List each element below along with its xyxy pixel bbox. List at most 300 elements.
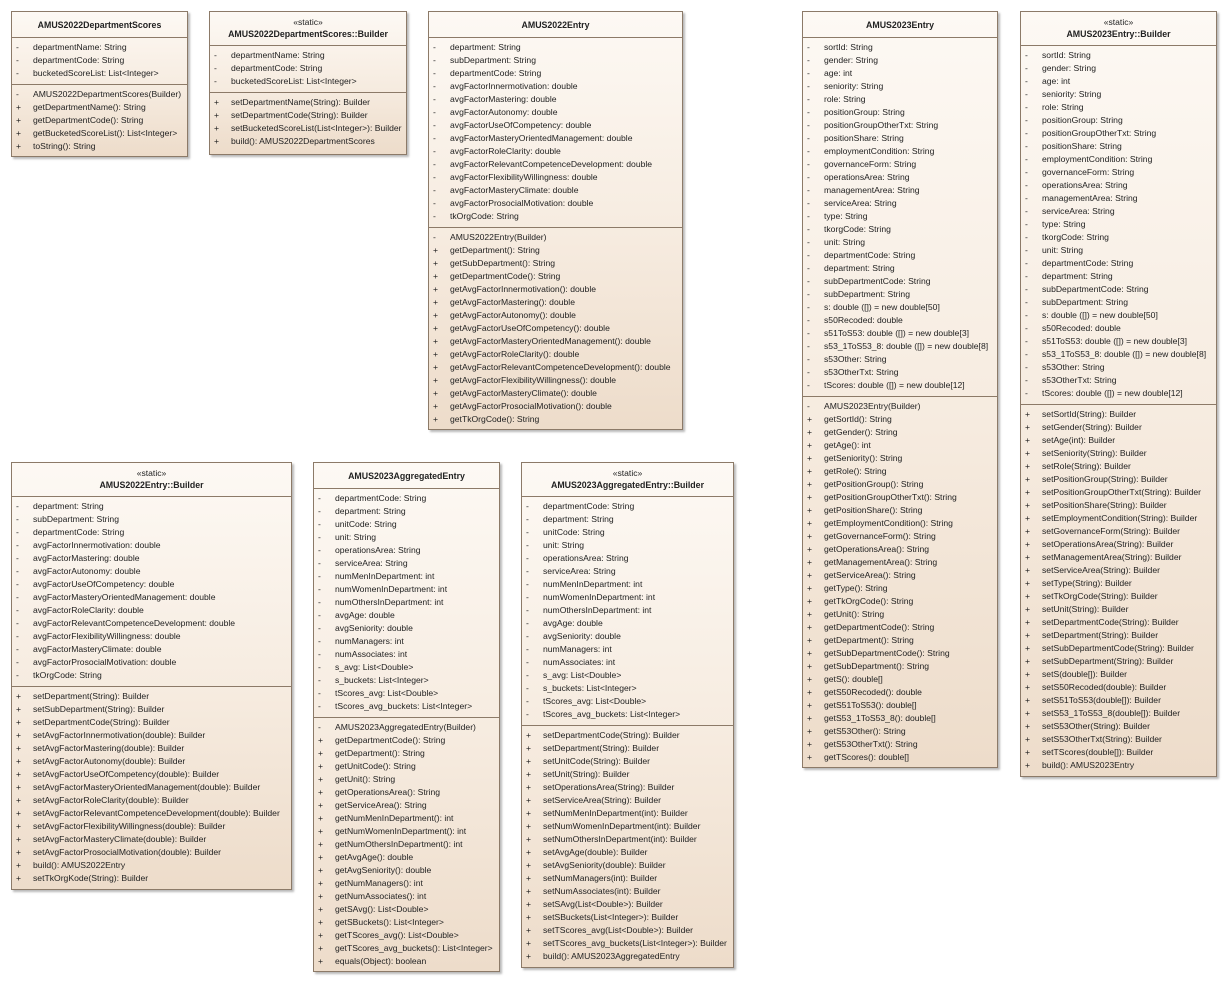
operation-row[interactable] — [522, 885, 733, 898]
attribute-text: role: String — [824, 94, 866, 104]
operation-row[interactable] — [522, 755, 733, 768]
operation-row[interactable] — [803, 543, 997, 556]
operation-row[interactable] — [1021, 655, 1216, 668]
operation-row[interactable] — [1021, 447, 1216, 460]
operation-row[interactable] — [210, 96, 406, 109]
visibility-marker: + — [16, 808, 22, 818]
operation-row[interactable] — [429, 348, 682, 361]
class-amus2023-aggregated-entry[interactable] — [313, 462, 500, 972]
attribute-row[interactable] — [1021, 335, 1216, 348]
visibility-marker: + — [318, 904, 324, 914]
attribute-row[interactable] — [12, 526, 291, 539]
operation-row[interactable] — [803, 582, 997, 595]
attribute-text: departmentCode: String — [335, 493, 427, 503]
attribute-row[interactable] — [210, 49, 406, 62]
operation-row[interactable] — [803, 608, 997, 621]
operation-row[interactable] — [429, 296, 682, 309]
attribute-row[interactable] — [429, 93, 682, 106]
attribute-row[interactable] — [522, 500, 733, 513]
attribute-text: avgFactorRelevantCompetenceDevelopment: double — [33, 618, 236, 628]
operation-row[interactable] — [1021, 629, 1216, 642]
attribute-row[interactable] — [1021, 283, 1216, 296]
attribute-row[interactable] — [1021, 62, 1216, 75]
attribute-row[interactable] — [429, 54, 682, 67]
operation-row[interactable] — [1021, 746, 1216, 759]
attribute-row[interactable] — [314, 596, 499, 609]
attribute-row[interactable] — [12, 539, 291, 552]
attribute-row[interactable] — [12, 643, 291, 656]
class-amus2022-entry-builder[interactable] — [11, 462, 292, 890]
class-amus2022-department-scores[interactable] — [11, 11, 188, 157]
attribute-row[interactable] — [314, 674, 499, 687]
operation-row[interactable] — [314, 851, 499, 864]
visibility-marker: - — [16, 631, 19, 641]
attribute-row[interactable] — [522, 604, 733, 617]
operation-row[interactable] — [1021, 486, 1216, 499]
attribute-row[interactable] — [314, 557, 499, 570]
operation-row[interactable] — [803, 556, 997, 569]
operation-row[interactable] — [314, 812, 499, 825]
operation-row[interactable] — [210, 135, 406, 148]
attribute-row[interactable] — [429, 184, 682, 197]
attribute-row[interactable] — [1021, 322, 1216, 335]
operation-row[interactable] — [314, 890, 499, 903]
visibility-marker: + — [433, 362, 439, 372]
operation-row[interactable] — [522, 898, 733, 911]
operation-row[interactable] — [1021, 499, 1216, 512]
operation-row[interactable] — [314, 903, 499, 916]
operation-row[interactable] — [1021, 525, 1216, 538]
operation-row[interactable] — [803, 751, 997, 764]
attribute-row[interactable] — [1021, 140, 1216, 153]
operation-row[interactable] — [12, 114, 187, 127]
operation-row[interactable] — [803, 660, 997, 673]
operation-row[interactable] — [314, 838, 499, 851]
attribute-row[interactable] — [429, 145, 682, 158]
attribute-row[interactable] — [803, 340, 997, 353]
operation-row[interactable] — [1021, 590, 1216, 603]
attribute-row[interactable] — [803, 223, 997, 236]
operation-row[interactable] — [429, 335, 682, 348]
operation-row[interactable] — [1021, 434, 1216, 447]
attribute-text: s53Other: String — [1042, 362, 1105, 372]
operation-row[interactable] — [429, 309, 682, 322]
operation-row[interactable] — [12, 859, 291, 872]
attribute-row[interactable] — [12, 630, 291, 643]
visibility-marker: + — [214, 97, 220, 107]
operation-row[interactable] — [522, 807, 733, 820]
attribute-row[interactable] — [1021, 218, 1216, 231]
operation-row[interactable] — [522, 742, 733, 755]
operation-row[interactable] — [429, 400, 682, 413]
attribute-row[interactable] — [314, 661, 499, 674]
operation-row[interactable] — [803, 491, 997, 504]
operation-row[interactable] — [522, 794, 733, 807]
operation-row[interactable] — [522, 833, 733, 846]
operation-row[interactable] — [429, 361, 682, 374]
operation-row[interactable] — [429, 270, 682, 283]
operation-row[interactable] — [803, 673, 997, 686]
attribute-row[interactable] — [803, 327, 997, 340]
attribute-row[interactable] — [803, 314, 997, 327]
attribute-row[interactable] — [522, 513, 733, 526]
attribute-row[interactable] — [522, 591, 733, 604]
attribute-row[interactable] — [314, 505, 499, 518]
class-amus2022-department-scores-builder[interactable] — [209, 11, 407, 155]
attribute-row[interactable] — [429, 132, 682, 145]
attribute-row[interactable] — [12, 656, 291, 669]
attribute-row[interactable] — [314, 609, 499, 622]
attribute-row[interactable] — [429, 210, 682, 223]
operation-row[interactable] — [429, 244, 682, 257]
operation-row[interactable] — [522, 859, 733, 872]
operation-row[interactable] — [803, 400, 997, 413]
operation-row[interactable] — [314, 877, 499, 890]
operation-row[interactable] — [12, 768, 291, 781]
operation-row[interactable] — [522, 820, 733, 833]
operation-text: build(): AMUS2022Entry — [33, 860, 126, 870]
operation-row[interactable] — [522, 729, 733, 742]
operation-row[interactable] — [314, 942, 499, 955]
operation-row[interactable] — [314, 734, 499, 747]
operation-row[interactable] — [522, 924, 733, 937]
operation-row[interactable] — [12, 872, 291, 885]
operation-row[interactable] — [12, 88, 187, 101]
operation-row[interactable] — [522, 872, 733, 885]
operation-row[interactable] — [1021, 603, 1216, 616]
operation-row[interactable] — [803, 504, 997, 517]
operation-row[interactable] — [1021, 460, 1216, 473]
attribute-text: departmentName: String — [33, 42, 127, 52]
attribute-row[interactable] — [803, 80, 997, 93]
attribute-row[interactable] — [429, 41, 682, 54]
attribute-row[interactable] — [803, 171, 997, 184]
attribute-row[interactable] — [1021, 127, 1216, 140]
operation-row[interactable] — [1021, 694, 1216, 707]
operation-row[interactable] — [314, 825, 499, 838]
operation-row[interactable] — [1021, 642, 1216, 655]
operation-row[interactable] — [803, 413, 997, 426]
operation-row[interactable] — [803, 621, 997, 634]
attribute-row[interactable] — [1021, 179, 1216, 192]
visibility-marker: - — [433, 185, 436, 195]
operation-row[interactable] — [12, 755, 291, 768]
attribute-row[interactable] — [1021, 361, 1216, 374]
attribute-row[interactable] — [12, 604, 291, 617]
operation-row[interactable] — [1021, 720, 1216, 733]
operation-row[interactable] — [12, 807, 291, 820]
operation-row[interactable] — [522, 950, 733, 963]
operation-row[interactable] — [429, 374, 682, 387]
operation-row[interactable] — [1021, 577, 1216, 590]
operation-row[interactable] — [12, 101, 187, 114]
attribute-row[interactable] — [803, 67, 997, 80]
amus2023-entry-builder-stereotype: «static» — [1103, 17, 1134, 27]
attribute-row[interactable] — [522, 643, 733, 656]
attribute-row[interactable] — [522, 656, 733, 669]
operation-row[interactable] — [314, 864, 499, 877]
attribute-row[interactable] — [522, 708, 733, 721]
operation-row[interactable] — [12, 781, 291, 794]
operation-row[interactable] — [12, 690, 291, 703]
attribute-row[interactable] — [1021, 153, 1216, 166]
attribute-row[interactable] — [429, 197, 682, 210]
attribute-row[interactable] — [210, 75, 406, 88]
attribute-row[interactable] — [12, 41, 187, 54]
operation-row[interactable] — [12, 729, 291, 742]
operation-text: getAvgSeniority(): double — [335, 865, 432, 875]
attribute-row[interactable] — [429, 80, 682, 93]
operation-row[interactable] — [12, 127, 187, 140]
attribute-row[interactable] — [1021, 296, 1216, 309]
attribute-row[interactable] — [12, 513, 291, 526]
attribute-row[interactable] — [1021, 49, 1216, 62]
operation-row[interactable] — [12, 820, 291, 833]
attribute-row[interactable] — [803, 41, 997, 54]
operation-row[interactable] — [522, 846, 733, 859]
attribute-row[interactable] — [803, 197, 997, 210]
attribute-row[interactable] — [210, 62, 406, 75]
attribute-row[interactable] — [522, 539, 733, 552]
operation-row[interactable] — [1021, 421, 1216, 434]
class-amus2023-entry[interactable] — [802, 11, 998, 768]
operation-row[interactable] — [210, 109, 406, 122]
operation-row[interactable] — [803, 712, 997, 725]
operation-row[interactable] — [803, 699, 997, 712]
operation-row[interactable] — [429, 322, 682, 335]
operation-row[interactable] — [314, 786, 499, 799]
operation-row[interactable] — [803, 426, 997, 439]
attribute-row[interactable] — [803, 275, 997, 288]
attribute-row[interactable] — [522, 695, 733, 708]
attribute-row[interactable] — [12, 552, 291, 565]
attribute-row[interactable] — [1021, 75, 1216, 88]
operation-row[interactable] — [1021, 616, 1216, 629]
attribute-row[interactable] — [429, 158, 682, 171]
attribute-row[interactable] — [803, 249, 997, 262]
operation-row[interactable] — [803, 647, 997, 660]
operation-row[interactable] — [803, 478, 997, 491]
attribute-row[interactable] — [522, 526, 733, 539]
operation-row[interactable] — [429, 413, 682, 426]
attribute-row[interactable] — [1021, 192, 1216, 205]
attribute-row[interactable] — [803, 210, 997, 223]
attribute-row[interactable] — [1021, 257, 1216, 270]
operation-row[interactable] — [522, 768, 733, 781]
visibility-marker: + — [1025, 500, 1031, 510]
attribute-row[interactable] — [314, 544, 499, 557]
attribute-row[interactable] — [12, 500, 291, 513]
attribute-row[interactable] — [1021, 231, 1216, 244]
attribute-row[interactable] — [1021, 88, 1216, 101]
operation-row[interactable] — [429, 231, 682, 244]
operation-row[interactable] — [12, 846, 291, 859]
attribute-row[interactable] — [314, 622, 499, 635]
attribute-row[interactable] — [803, 54, 997, 67]
operation-row[interactable] — [1021, 707, 1216, 720]
operation-row[interactable] — [803, 725, 997, 738]
operation-row[interactable] — [803, 439, 997, 452]
attribute-row[interactable] — [1021, 244, 1216, 257]
attribute-row[interactable] — [522, 552, 733, 565]
class-amus2022-entry[interactable] — [428, 11, 683, 430]
attribute-row[interactable] — [314, 531, 499, 544]
visibility-marker: + — [16, 847, 22, 857]
operation-row[interactable] — [12, 833, 291, 846]
visibility-marker: - — [16, 89, 19, 99]
attribute-row[interactable] — [803, 288, 997, 301]
operation-row[interactable] — [1021, 681, 1216, 694]
attribute-row[interactable] — [522, 565, 733, 578]
attribute-row[interactable] — [314, 518, 499, 531]
class-amus2023-entry-builder[interactable] — [1020, 11, 1217, 777]
operation-row[interactable] — [1021, 668, 1216, 681]
operation-row[interactable] — [803, 595, 997, 608]
attribute-row[interactable] — [429, 119, 682, 132]
operation-row[interactable] — [1021, 733, 1216, 746]
operation-row[interactable] — [314, 955, 499, 968]
operation-row[interactable] — [803, 686, 997, 699]
attribute-row[interactable] — [12, 617, 291, 630]
operation-row[interactable] — [803, 530, 997, 543]
attribute-row[interactable] — [803, 184, 997, 197]
attribute-row[interactable] — [12, 669, 291, 682]
attribute-row[interactable] — [803, 379, 997, 392]
operation-row[interactable] — [314, 929, 499, 942]
attribute-row[interactable] — [12, 67, 187, 80]
operation-text: getDepartment(): String — [824, 635, 914, 645]
attribute-row[interactable] — [1021, 374, 1216, 387]
attribute-row[interactable] — [12, 591, 291, 604]
operation-row[interactable] — [429, 387, 682, 400]
attribute-text: avgFactorAutonomy: double — [33, 566, 141, 576]
operation-row[interactable] — [1021, 551, 1216, 564]
operation-row[interactable] — [1021, 512, 1216, 525]
attribute-row[interactable] — [1021, 114, 1216, 127]
class-amus2023-aggregated-entry-builder[interactable] — [521, 462, 734, 968]
visibility-marker: + — [1025, 747, 1031, 757]
attribute-row[interactable] — [1021, 387, 1216, 400]
visibility-marker: - — [526, 683, 529, 693]
attribute-row[interactable] — [803, 236, 997, 249]
operation-row[interactable] — [314, 773, 499, 786]
operation-row[interactable] — [1021, 408, 1216, 421]
operation-row[interactable] — [522, 911, 733, 924]
attribute-row[interactable] — [12, 565, 291, 578]
operation-row[interactable] — [522, 937, 733, 950]
attribute-row[interactable] — [429, 171, 682, 184]
operation-text: getDepartmentName(): String — [33, 102, 146, 112]
operation-text: getAvgFactorAutonomy(): double — [450, 310, 576, 320]
operation-row[interactable] — [1021, 473, 1216, 486]
attribute-text: seniority: String — [1042, 89, 1102, 99]
attribute-row[interactable] — [12, 578, 291, 591]
attribute-row[interactable] — [803, 93, 997, 106]
visibility-marker: + — [433, 336, 439, 346]
visibility-marker: - — [1025, 219, 1028, 229]
attribute-text: s: double ([]) = new double[50] — [824, 302, 940, 312]
attribute-row[interactable] — [314, 635, 499, 648]
attribute-row[interactable] — [12, 54, 187, 67]
operation-row[interactable] — [12, 742, 291, 755]
attribute-row[interactable] — [1021, 348, 1216, 361]
attribute-row[interactable] — [314, 648, 499, 661]
attribute-text: avgFactorMasteryOrientedManagement: double — [450, 133, 633, 143]
attribute-row[interactable] — [803, 145, 997, 158]
visibility-marker: - — [807, 146, 810, 156]
attribute-row[interactable] — [803, 132, 997, 145]
operation-row[interactable] — [803, 738, 997, 751]
visibility-marker: + — [526, 743, 532, 753]
attribute-row[interactable] — [522, 630, 733, 643]
attribute-row[interactable] — [803, 301, 997, 314]
operation-row[interactable] — [429, 283, 682, 296]
visibility-marker: - — [807, 172, 810, 182]
attribute-row[interactable] — [314, 492, 499, 505]
operation-row[interactable] — [314, 799, 499, 812]
operation-row[interactable] — [522, 781, 733, 794]
visibility-marker: + — [1025, 656, 1031, 666]
attribute-row[interactable] — [522, 617, 733, 630]
operation-row[interactable] — [12, 140, 187, 153]
operation-row[interactable] — [314, 760, 499, 773]
visibility-marker: - — [807, 341, 810, 351]
operation-row[interactable] — [803, 465, 997, 478]
operation-row[interactable] — [314, 916, 499, 929]
operation-row[interactable] — [429, 257, 682, 270]
attribute-row[interactable] — [429, 106, 682, 119]
operation-row[interactable] — [803, 634, 997, 647]
attribute-row[interactable] — [522, 682, 733, 695]
attribute-row[interactable] — [314, 687, 499, 700]
attribute-row[interactable] — [803, 366, 997, 379]
operation-row[interactable] — [12, 703, 291, 716]
attribute-row[interactable] — [1021, 166, 1216, 179]
operation-row[interactable] — [210, 122, 406, 135]
attribute-row[interactable] — [1021, 101, 1216, 114]
operation-row[interactable] — [803, 517, 997, 530]
visibility-marker: - — [1025, 349, 1028, 359]
attribute-row[interactable] — [522, 669, 733, 682]
operation-row[interactable] — [12, 716, 291, 729]
operation-row[interactable] — [1021, 564, 1216, 577]
operation-row[interactable] — [1021, 759, 1216, 772]
visibility-marker: + — [214, 136, 220, 146]
attribute-row[interactable] — [803, 119, 997, 132]
visibility-marker: + — [1025, 422, 1031, 432]
operation-row[interactable] — [314, 721, 499, 734]
attribute-row[interactable] — [803, 262, 997, 275]
operation-row[interactable] — [1021, 538, 1216, 551]
attribute-row[interactable] — [522, 578, 733, 591]
attribute-row[interactable] — [1021, 205, 1216, 218]
attribute-row[interactable] — [429, 67, 682, 80]
operation-row[interactable] — [803, 569, 997, 582]
attribute-row[interactable] — [314, 570, 499, 583]
attribute-row[interactable] — [803, 106, 997, 119]
operation-text: toString(): String — [33, 141, 96, 151]
operation-row[interactable] — [314, 747, 499, 760]
attribute-row[interactable] — [314, 583, 499, 596]
visibility-marker: - — [433, 68, 436, 78]
operation-row[interactable] — [12, 794, 291, 807]
attribute-row[interactable] — [314, 700, 499, 713]
attribute-row[interactable] — [803, 158, 997, 171]
attribute-row[interactable] — [803, 353, 997, 366]
attribute-row[interactable] — [1021, 309, 1216, 322]
operation-row[interactable] — [803, 452, 997, 465]
attribute-row[interactable] — [1021, 270, 1216, 283]
